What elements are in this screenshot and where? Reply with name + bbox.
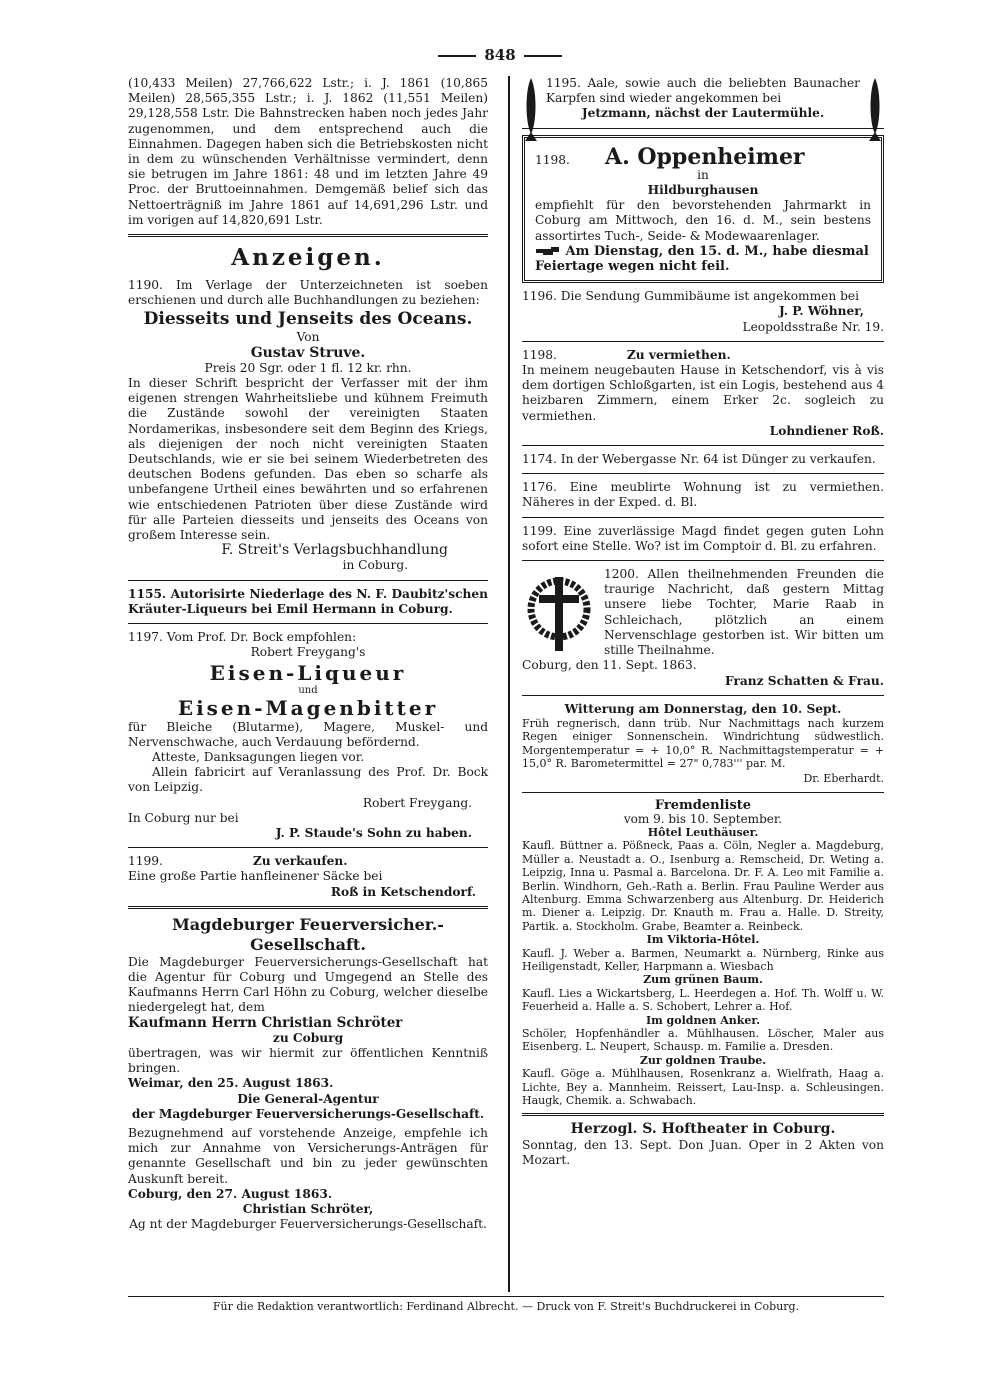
hotel-name: Im goldnen Anker. <box>645 1013 761 1027</box>
divider <box>522 560 884 561</box>
ad-1197-fabric-signature: Robert Freygang. <box>362 795 472 810</box>
theater-title: Herzogl. S. Hoftheater in Coburg. <box>570 1121 836 1138</box>
ad-1197 <box>128 630 488 841</box>
page-number <box>0 46 1000 64</box>
ad-1200-date: Coburg, den 11. Sept. 1863. <box>522 658 697 673</box>
divider <box>522 341 884 342</box>
magdeburg-agent: Kaufmann Herrn Christian Schröter <box>128 1014 403 1031</box>
hotel-guest-list: Kaufl. Göge a. Mühlhausen, Rosenkranz a. Wielfrath, Haag a. Lichte, Bey a. Mannheim. Reissert, Lau-Insp. a. Schleusingen. Haugk, Chemik. a. Schwabach. <box>522 1067 884 1108</box>
ad-1198-in: in <box>697 167 709 182</box>
weather-report <box>522 702 884 786</box>
ad-1197-maker: Robert Freygang's <box>250 645 366 660</box>
ad-1198-rent-signature: Lohndiener Roß. <box>769 423 884 438</box>
hotel-guest-list: Kaufl. J. Weber a. Barmen, Neumarkt a. Nürnberg, Rinke aus Heiligenstadt, Keller, Harpmann a. Wiesbach <box>522 946 884 973</box>
ad-1197-fabric: Allein fabricirt auf Veranlassung des Prof. Dr. Bock von Leipzig. <box>128 765 488 795</box>
divider <box>522 1113 884 1116</box>
divider <box>128 234 488 237</box>
ad-1198-rent-number: 1198. <box>522 347 557 362</box>
ad-1199-sacks-text: Eine große Partie hanfleinener Säcke bei <box>128 869 383 884</box>
ad-1190-text: 1190. Im Verlage der Unterzeichneten ist soeben erschienen und durch alle Buchhandlungen zu beziehen: <box>128 278 488 308</box>
ad-1196-address: Leopoldsstraße Nr. 19. <box>742 319 884 334</box>
magdeburg-text: Die Magdeburger Feuerversicherungs-Gesellschaft hat die Agentur für Coburg und Umgegend an Stelle des Kaufmanns Herrn Carl Höhn zu Coburg, welcher dieselbe niedergelegt hat, dem <box>128 954 488 1015</box>
ad-1198-rent <box>522 348 884 439</box>
ad-1190-price: Preis 20 Sgr. oder 1 fl. 12 kr. rhn. <box>204 360 412 375</box>
ad-1190 <box>128 278 488 574</box>
magdeburg-date: Weimar, den 25. August 1863. <box>128 1076 334 1091</box>
ad-magdeburg-insurance <box>128 915 488 1233</box>
weather-title: Witterung am Donnerstag, den 10. Sept. <box>564 701 842 716</box>
divider <box>128 623 488 624</box>
pointing-hand-icon <box>535 245 561 257</box>
right-column <box>522 76 884 1168</box>
page-footer: Für die Redaktion verantwortlich: Ferdinand Albrecht. — Druck von F. Streit's Buchdruckerei in Coburg. <box>128 1296 884 1313</box>
ad-1200-text: 1200. Allen theilnehmenden Freunden die traurige Nachricht, daß gestern Mittag unsere liebe Tochter, Marie Raab in Schleichach, plötzlich an einem Nervenschlage gestorben ist. Wir bitten um stille Theilnahme. <box>604 567 884 658</box>
hotel-name: Zur goldnen Traube. <box>639 1053 767 1067</box>
ad-1198-town: Hildburghausen <box>647 183 759 198</box>
divider <box>522 445 884 446</box>
divider <box>128 847 488 848</box>
column-divider <box>508 76 510 1292</box>
ad-1199-sacks-title: Zu verkaufen. <box>252 854 348 869</box>
magdeburg-text2: übertragen, was wir hiermit zur öffentlichen Kenntniß bringen. <box>128 1045 488 1076</box>
ad-1198-oppenheimer <box>522 135 884 284</box>
ad-1197-product1: Eisen-Liqueur <box>209 660 407 685</box>
ad-1197-product2: Eisen-Magenbitter <box>177 695 439 720</box>
magdeburg-heading: Magdeburger Feuerversicher.-Gesellschaft. <box>172 914 444 954</box>
theater-text: Sonntag, den 13. Sept. Don Juan. Oper in 2 Akten von Mozart. <box>522 1137 884 1167</box>
fish-icon <box>522 76 540 142</box>
theater-notice <box>522 1122 884 1168</box>
ad-1198-name: A. Oppenheimer <box>605 143 805 170</box>
magdeburg-ref-role: Ag nt der Magdeburger Feuerversicherungs-Gesellschaft. <box>129 1217 487 1232</box>
hotel-guest-list: Kaufl. Lies a Wickartsberg, L. Heerdegen a. Hof. Th. Wolff u. W. Feuerheid a. Halle a. S. Schobert, Lehrer a. Hof. <box>522 986 884 1014</box>
magdeburg-ref-signature: Christian Schröter, <box>242 1201 374 1216</box>
ad-1155: 1155. Autorisirte Niederlage des N. F. Daubitz'schen Kräuter-Liqueurs bei Emil Hermann in Coburg. <box>128 586 488 616</box>
hotel-name: Im Viktoria-Hôtel. <box>646 933 760 947</box>
left-column <box>128 76 488 1232</box>
ad-1190-publisher: F. Streit's Verlagsbuchhandlung <box>221 542 448 559</box>
magdeburg-sig1: Die General-Agentur <box>237 1091 379 1106</box>
ad-1199-sacks <box>128 854 488 900</box>
magdeburg-sig2: der Magdeburger Feuerversicherungs-Gesellschaft. <box>131 1106 485 1121</box>
hotel-name: Hôtel Leuthäuser. <box>647 825 759 839</box>
magdeburg-agent-place: zu Coburg <box>272 1030 344 1045</box>
magdeburg-ref-date: Coburg, den 27. August 1863. <box>128 1186 333 1201</box>
ad-1199-sacks-number: 1199. <box>128 854 163 869</box>
divider <box>522 128 884 129</box>
ad-1190-author: Gustav Struve. <box>250 344 366 361</box>
fish-icon <box>866 76 884 142</box>
ad-1198-note: Am Dienstag, den 15. d. M., habe diesmal Feiertage wegen nicht feil. <box>535 243 869 275</box>
ad-1195-text: 1195. Aale, sowie auch die beliebten Baunacher Karpfen sind wieder angekommen bei <box>546 76 860 106</box>
ad-1195 <box>522 76 884 122</box>
divider <box>522 517 884 518</box>
ad-1190-body: In dieser Schrift bespricht der Verfasser mit der ihm eigenen strengen Wahrheitsliebe und kühnem Freimuth die Zustände sowohl der vereinigten Staaten Nordamerikas, insbesondere seit dem Beginn des Kriegs, als diejenigen der noch nicht vereinigten Staaten Deutschlands, wie er sie bei seinem Wiederbetreten des deutschen Bodens gefunden. Das eben so scharfe als unbefangene Urtheil eines bewährten und so erfahrenen wie entschiedenen Patrioten über diese Zustände wird für alle Parteien diesseits und jenseits des Oceans von großem Interesse sein. <box>128 376 488 543</box>
ad-1198-text: empfiehlt für den bevorstehenden Jahrmarkt in Coburg am Mittwoch, den 16. d. M., sein bestens assortirtes Tuch-, Seide- & Modewaarenlager. <box>535 198 871 243</box>
memorial-cross-wreath-icon <box>522 571 596 655</box>
weather-signature: Dr. Eberhardt. <box>803 771 884 785</box>
ad-1196 <box>522 289 884 335</box>
divider <box>128 906 488 909</box>
anzeigen-heading: Anzeigen. <box>231 244 385 272</box>
ad-1199-sacks-signature: Roß in Ketschendorf. <box>330 884 476 899</box>
divider <box>522 695 884 696</box>
hotel-guest-list: Kaufl. Büttner a. Pößneck, Paas a. Cöln, Negler a. Magdeburg, Müller a. Neustadt a. O., Isenburg a. Remscheid, Dr. Weting a. Leipzig, Inna u. Pasmal a. Barcelona. Dr. F. A. Leo mit Familie a. Berlin. Windhorn, Geh.-Rath a. Berlin. Frau Pauline Werder aus Altenburg. Emma Schwarzenberg aus Altenburg. Dr. Heiderich m. Diener a. Leipzig. Dr. Knauth m. Frau a. Halle. D. Streity, Partik. a. Stockholm. Grabe, Beamter a. Reinbeck. <box>522 839 884 933</box>
ad-1195-signature: Jetzmann, nächst der Lautermühle. <box>581 106 825 121</box>
ad-1198-rent-title: Zu vermiethen. <box>626 347 731 362</box>
hotel-guest-list: Schöler, Hopfenhändler a. Mühlhausen. Löscher, Maler aus Eisenberg. L. Neupert, Schausp. m. Familie a. Dresden. <box>522 1027 884 1054</box>
page-number-dash-left <box>438 55 476 57</box>
ad-1190-title: Diesseits und Jenseits des Oceans. <box>143 309 473 330</box>
divider <box>522 473 884 474</box>
magdeburg-ref: Bezugnehmend auf vorstehende Anzeige, empfehle ich mich zur Annahme von Versicherungs-Anträgen für genannte Gesellschaft und bin zu jeder gewünschten Auskunft bereit. <box>128 1125 488 1186</box>
divider <box>128 580 488 581</box>
ad-1197-attest: Atteste, Danksagungen liegen vor. <box>152 749 365 764</box>
ad-1196-text: 1196. Die Sendung Gummibäume ist angekommen bei <box>522 289 860 304</box>
ad-1190-place: in Coburg. <box>342 558 408 573</box>
ad-1200-obituary <box>522 567 884 689</box>
divider <box>522 792 884 793</box>
ad-1190-von: Von <box>296 330 320 345</box>
fremdenliste-title: Fremdenliste <box>654 798 752 814</box>
ad-1198-rent-text: In meinem neugebauten Hause in Ketschendorf, vis à vis dem dortigen Schloßgarten, ist ein Logis, bestehend aus 4 heizbaren Zimmern, einem Erker 2c. sogleich zu vermiethen. <box>522 363 884 423</box>
ad-1199-maid: 1199. Eine zuverlässige Magd findet gegen guten Lohn sofort eine Stelle. Wo? ist im Comptoir d. Bl. zu erfahren. <box>522 523 884 553</box>
ad-1196-signature: J. P. Wöhner, <box>778 304 864 319</box>
ad-1174: 1174. In der Webergasse Nr. 64 ist Dünger zu verkaufen. <box>522 452 876 467</box>
railway-report-text: (10,433 Meilen) 27,766,622 Lstr.; i. J. 1861 (10,865 Meilen) 28,565,355 Lstr.; i. J. 1862 (11,551 Meilen) 29,128,558 Lstr. Die Bahnstrecken haben noch jedes Jahr zugenommen, und dem entsprechend auch die Einnahmen. Dagegen haben sich die Betriebskosten nicht in dem zu wünschenden Verhältnisse vermindert, denn sie betrugen im Jahre 1861: 48 und im letzten Jahre 49 Proc. der Bruttoeinnahmen. Demgemäß belief sich das Nettoerträgniß im Jahre 1861 auf 14,691,296 Lstr. und im vorigen auf 14,820,691 Lstr. <box>128 76 488 227</box>
ad-1197-seller: J. P. Staude's Sohn zu haben. <box>275 825 472 840</box>
fremdenliste-range: vom 9. bis 10. September. <box>623 811 783 826</box>
page-number-text: 848 <box>484 46 516 64</box>
ad-1197-uses: für Bleiche (Blutarme), Magere, Muskel- und Nervenschwache, auch Verdauung befördernd. <box>128 719 488 749</box>
ad-1197-coburg: In Coburg nur bei <box>128 810 239 825</box>
ad-1198-number: 1198. <box>535 152 570 167</box>
hotel-name: Zum grünen Baum. <box>643 973 763 987</box>
ad-1197-intro: 1197. Vom Prof. Dr. Bock empfohlen: <box>128 630 357 645</box>
ad-1200-signature: Franz Schatten & Frau. <box>725 673 884 688</box>
fremdenliste <box>522 799 884 1107</box>
ad-1197-und: und <box>298 684 318 696</box>
weather-text: Früh regnerisch, dann trüb. Nur Nachmittags nach kurzem Regen einiger Sonnenschein. Windrichtung südwestlich. Morgentemperatur = + 10,0° R. Nachmittagstemperatur = + 15,0° R. Barometermittel = 27" 0,783''' par. M. <box>522 716 884 771</box>
ad-1176: 1176. Eine meublirte Wohnung ist zu vermiethen. Näheres in der Exped. d. Bl. <box>522 480 884 510</box>
page-number-dash-right <box>524 55 562 57</box>
